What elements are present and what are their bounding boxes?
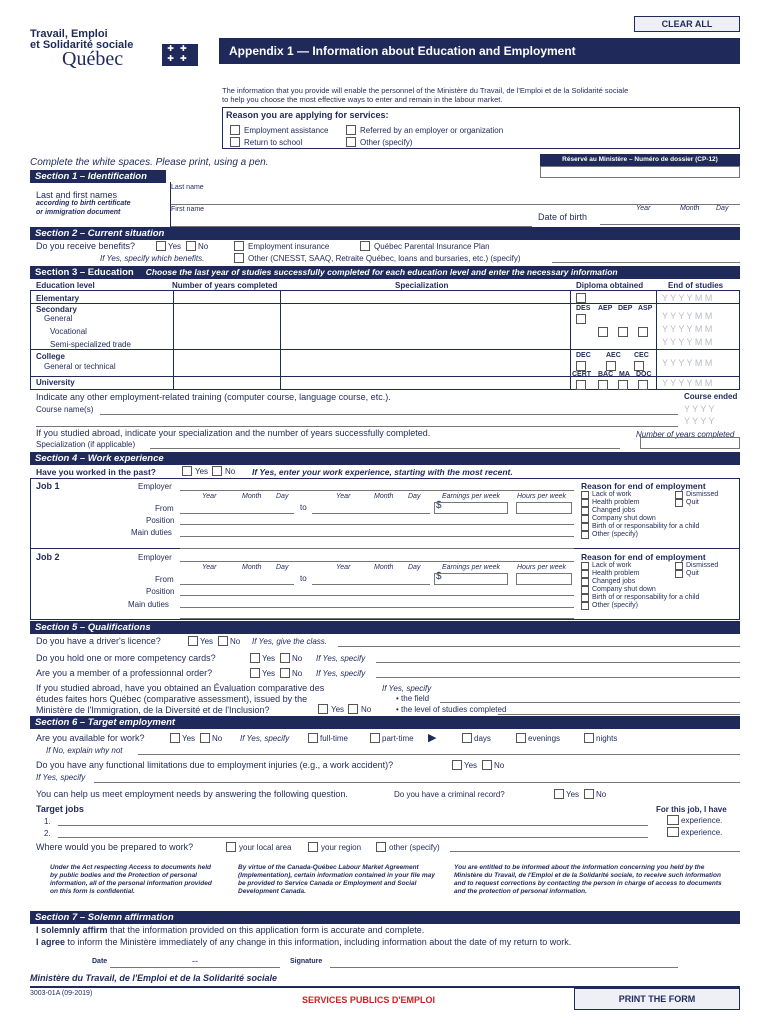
ei-label: Employment insurance [248,242,330,251]
according-label: according to birth certificate [36,200,131,207]
return-school-label: Return to school [244,138,303,147]
affirm-bold: I solemnly affirm [36,925,108,935]
job1-lack-label: Lack of work [592,491,632,498]
job1-health-label: Health problem [592,499,640,506]
legal-confidential: Under the Act respecting Access to documents held by public bodies and the Protection of personal information, all of the personal information provided on this form is confidential. [50,864,212,895]
other-reason-label: Other (specify) [360,138,413,147]
avail-why-field[interactable] [138,743,740,755]
days-label: days [474,734,491,743]
abroad-level-input[interactable] [498,703,740,715]
instructions: Complete the white spaces. Please print, using a pen. [30,157,269,168]
ma-label: MA [619,371,630,378]
job1-birth-checkbox[interactable] [581,523,589,531]
target-job-1-field[interactable] [58,814,648,826]
abroad-level-label: • the level of studies completed [396,705,507,714]
job2-quit-checkbox[interactable] [675,570,683,578]
order-no-checkbox[interactable] [280,668,290,678]
other-benefits-checkbox[interactable] [234,253,244,263]
intro-line2: to help you choose the most effective ways to enter and remain in the labour market. [222,95,503,104]
referred-checkbox[interactable] [346,125,356,135]
licence-class-field[interactable] [338,635,740,647]
legal-access: You are entitled to be informed about the information concerning you held by the Ministère du Travail, de l'Emploi et de la Solidarité sociale, to receive such information and to request corrections by contacting the person in charge of access to documents and the protection of personal information. [454,864,722,895]
job1-other-label: Other (specify) [592,531,638,538]
job1-from-label: From [155,504,174,513]
limit-spec-field[interactable] [94,771,740,783]
agree-rest: to inform the Ministère immediately of any change in this information, including information about the date of my return to work. [65,937,572,947]
job1-birth-label: Birth of or responsability for a child [592,523,700,530]
aep-checkbox[interactable] [598,327,608,337]
dob-field[interactable] [600,213,740,225]
job2-dismissed-label: Dismissed [686,562,719,569]
avail-if-no: If No, explain why not [46,746,123,755]
ei-checkbox[interactable] [234,241,244,251]
cec-label: CEC [634,352,649,359]
job2-reason-title: Reason for end of employment [581,552,706,562]
work-where-question: Where would you be prepared to work? [36,842,194,852]
job2-health-label: Health problem [592,570,640,577]
des-checkbox[interactable] [576,314,586,324]
job2-duties-label: Main duties [128,600,169,609]
evenings-label: evenings [528,734,561,743]
order-spec-field[interactable] [376,666,740,678]
last-name-caption: Last name [171,184,204,191]
job1-dismissed-label: Dismissed [686,491,719,498]
arrow-right-icon: ▶ [428,732,437,744]
job1-day-caption: Day [276,493,289,500]
asp-label: ASP [638,305,653,312]
order-yes-label: Yes [262,669,276,678]
benefits-no-checkbox[interactable] [186,241,196,251]
job2-from-label: From [155,575,174,584]
asp-checkbox[interactable] [638,327,648,337]
semi-label: Semi-specialized trade [50,340,131,349]
ma-checkbox[interactable] [618,380,628,390]
des-label: DES [576,305,591,312]
job2-month-caption: Month [242,564,262,571]
section-5-header: Section 5 – Qualifications [30,621,740,634]
reserve-label: Réservé au Ministère – Numéro de dossier (CP-12) [540,154,740,166]
job2-dollar: $ [436,571,442,582]
job2-day2-caption: Day [408,564,421,571]
file-number-field[interactable] [540,166,740,178]
limit-if-yes: If Yes, specify [36,773,86,782]
criminal-yes-label: Yes [566,790,580,799]
abroad-if-yes: If Yes, specify [382,684,432,693]
worked-no-checkbox[interactable] [212,466,222,476]
general-label: General [44,314,73,323]
agree-bold: I agree [36,937,66,947]
avail-yes-checkbox[interactable] [170,733,180,743]
job1-year2-caption: Year [336,493,351,500]
dep-label: DEP [618,305,633,312]
agree-text [36,937,571,947]
target-job-2-field[interactable] [58,826,648,838]
doc-label: DOC [636,371,652,378]
reason-title: Reason you are applying for services: [226,110,389,120]
course-names-label: Course name(s) [36,405,94,414]
cec-checkbox[interactable] [634,361,644,371]
nights-checkbox[interactable] [584,733,594,743]
course-names-field[interactable] [100,403,678,415]
limit-no-checkbox[interactable] [482,760,492,770]
spec-label: Specialization (if applicable) [36,440,136,449]
course-ended-field-2[interactable]: Y Y Y Y [684,416,715,426]
job2-dismissed-checkbox[interactable] [675,562,683,570]
end-general-field[interactable]: Y Y Y Y M M [662,311,713,321]
order-if-yes: If Yes, specify [316,669,366,678]
job1-dollar: $ [436,500,442,511]
col-diploma: Diploma obtained [576,281,644,290]
aep-label: AEP [598,305,613,312]
other-where-label: other (specify) [389,843,440,852]
end-college-field[interactable]: Y Y Y Y M M [662,358,713,368]
col-specialization: Specialization [395,281,449,290]
target-job-2-number: 2. [44,829,51,838]
job2-earnings-caption: Earnings per week [442,564,500,571]
end-vocational-field[interactable]: Y Y Y Y M M [662,324,713,334]
form-code: 3003-01A (09-2019) [30,990,93,997]
num-years-label: Number of years completed [636,430,735,439]
job2-label: Job 2 [36,552,60,562]
other-training-label: Indicate any other employment-related training (computer course, language course, etc.). [36,392,391,402]
affirm-rest: that the information provided on this application form is accurate and complete. [107,925,425,935]
abroad-q-line2: études faites hors Québec (comparative assessment), issued by the [36,694,308,704]
days-checkbox[interactable] [462,733,472,743]
worked-if-yes: If Yes, enter your work experience, starting with the most recent. [252,467,513,477]
job2-lack-label: Lack of work [592,562,632,569]
immig-label: or immigration document [36,209,121,216]
job2-lack-checkbox[interactable] [581,562,589,570]
job1-employer-field[interactable] [180,479,574,491]
qpip-label: Québec Parental Insurance Plan [374,242,490,251]
order-yes-checkbox[interactable] [250,668,260,678]
last-name-field[interactable] [170,193,740,205]
dob-label: Date of birth [538,212,588,222]
job2-experience-label: experience. [681,828,723,837]
cards-spec-field[interactable] [376,651,740,663]
job1-position-label: Position [146,516,175,525]
vocational-label: Vocational [50,327,87,336]
worked-no-label: No [225,467,236,476]
abroad-yes-checkbox[interactable] [318,704,328,714]
job1-month2-caption: Month [374,493,394,500]
job2-shut-label: Company shut down [592,586,656,593]
course-ended-label: Course ended [684,392,738,401]
cards-no-label: No [292,654,303,663]
parttime-checkbox[interactable] [370,733,380,743]
local-area-checkbox[interactable] [226,842,236,852]
spec-field[interactable] [150,437,620,449]
job1-quit-label: Quit [686,499,699,506]
affirm-text [36,925,424,935]
avail-no-label: No [212,734,223,743]
job1-dismissed-checkbox[interactable] [675,491,683,499]
avail-if-yes: If Yes, specify [240,734,290,743]
abroad-no-label: No [361,705,372,714]
logo-line2: et Solidarité sociale [30,39,134,51]
worked-yes-label: Yes [195,467,209,476]
abroad-no-checkbox[interactable] [348,704,358,714]
cards-no-checkbox[interactable] [280,653,290,663]
legal-agreement: By virtue of the Canada-Québec Labour Market Agreement (Implementation), certain information contained in your file may be provided to Service Canada or Employment and Social Development Canada. [238,864,435,895]
dec-checkbox[interactable] [576,361,586,371]
criminal-intro: You can help us meet employment needs by answering the following question. [36,789,348,799]
job2-changed-label: Changed jobs [592,578,636,585]
worked-yes-checkbox[interactable] [182,466,192,476]
job2-other-label: Other (specify) [592,602,638,609]
limit-yes-checkbox[interactable] [452,760,462,770]
job1-lack-checkbox[interactable] [581,491,589,499]
print-form-button[interactable]: PRINT THE FORM [574,988,740,1010]
abroad-q-line1: If you studied abroad, have you obtained an Évaluation comparative des [36,683,325,693]
benefits-yes-label: Yes [168,242,182,251]
abroad-yes-label: Yes [331,705,345,714]
end-university-field[interactable]: Y Y Y Y M M [662,378,713,388]
return-school-checkbox[interactable] [230,137,240,147]
employment-assistance-checkbox[interactable] [230,125,240,135]
job1-earnings-caption: Earnings per week [442,493,500,500]
benefits-yes-checkbox[interactable] [156,241,166,251]
job1-employer-label: Employer [138,482,172,491]
logo-quebec: Québec [62,48,124,70]
avail-question: Are you available for work? [36,733,145,743]
other-reason-checkbox[interactable] [346,137,356,147]
job2-birth-checkbox[interactable] [581,594,589,602]
section-7-header: Section 7 – Solemn affirmation [30,911,740,924]
job2-other-checkbox[interactable] [581,602,589,610]
fulltime-label: full-time [320,734,349,743]
date-field[interactable]: -- [110,956,280,968]
doc-checkbox[interactable] [638,380,648,390]
job2-experience-checkbox[interactable] [667,827,679,837]
day-caption: Day [716,205,729,212]
dep-checkbox[interactable] [618,327,628,337]
target-job-1-number: 1. [44,817,51,826]
col-education-level: Education level [36,281,95,290]
licence-yes-label: Yes [200,637,214,646]
abroad-q-line3: Ministère de l'Immigration, de la Diversité et de l'Inclusion? [36,705,270,715]
college-label: College [36,352,65,361]
target-jobs-label: Target jobs [36,804,84,814]
signature-label: Signature [290,958,323,965]
abroad-field-input[interactable] [440,691,740,703]
cards-if-yes: If Yes, specify [316,654,366,663]
bac-checkbox[interactable] [598,380,608,390]
col-end-studies: End of studies [668,281,724,290]
elementary-label: Elementary [36,294,80,303]
avail-no-checkbox[interactable] [200,733,210,743]
worked-question: Have you worked in the past? [36,467,156,477]
job1-duties-field-2[interactable] [180,537,574,549]
end-elementary-field[interactable]: Y Y Y Y M M [662,293,713,303]
job2-quit-label: Quit [686,570,699,577]
region-checkbox[interactable] [308,842,318,852]
limit-no-label: No [494,761,505,770]
job1-year-caption: Year [202,493,217,500]
dec-label: DEC [576,352,591,359]
licence-no-label: No [230,637,241,646]
section-1-header: Section 1 – Identification [30,170,166,183]
job1-experience-label: experience. [681,816,723,825]
qpip-checkbox[interactable] [360,241,370,251]
job1-position-field[interactable] [180,513,574,525]
elementary-diploma-checkbox[interactable] [576,293,586,303]
job2-year-caption: Year [202,564,217,571]
job1-reason-title: Reason for end of employment [581,481,706,491]
job2-day-caption: Day [276,564,289,571]
course-names-field-2[interactable] [36,415,678,427]
job1-changed-checkbox[interactable] [581,507,589,515]
order-no-label: No [292,669,303,678]
clear-all-button[interactable]: CLEAR ALL [634,16,740,32]
abroad-label: If you studied abroad, indicate your specialization and the number of years successfully completed. [36,428,431,438]
criminal-yes-checkbox[interactable] [554,789,564,799]
year-caption: Year [636,205,651,212]
job2-employer-label: Employer [138,553,172,562]
first-name-caption: First name [171,206,205,213]
services-publics: SERVICES PUBLICS D'EMPLOI [302,995,435,1005]
other-benefits-field[interactable] [552,251,740,263]
other-where-checkbox[interactable] [376,842,386,852]
job1-label: Job 1 [36,481,60,491]
nights-label: nights [596,734,618,743]
evenings-checkbox[interactable] [516,733,526,743]
cert-label: CERT [572,371,592,378]
job1-health-checkbox[interactable] [581,499,589,507]
abroad-field-label: • the field [396,694,430,703]
for-this-job-label: For this job, I have [656,805,727,814]
section-4-header: Section 4 – Work experience [30,452,740,465]
course-ended-field[interactable]: Y Y Y Y [684,404,715,414]
employment-assistance-label: Employment assistance [244,126,329,135]
job2-birth-label: Birth of or responsability for a child [592,594,700,601]
job2-position-field[interactable] [180,584,574,596]
signature-field[interactable] [330,956,678,968]
avail-yes-label: Yes [182,734,196,743]
section-6-header: Section 6 – Target employment [30,716,740,729]
job1-quit-checkbox[interactable] [675,499,683,507]
job1-to-label: to [300,503,307,512]
aec-checkbox[interactable] [606,361,616,371]
cards-yes-label: Yes [262,654,276,663]
local-area-label: your local area [239,843,292,852]
num-years-field[interactable] [640,437,740,449]
job1-day2-caption: Day [408,493,421,500]
referred-label: Referred by an employer or organization [360,126,504,135]
job2-changed-checkbox[interactable] [581,578,589,586]
first-name-field[interactable] [170,215,532,227]
parttime-label: part-time [382,734,414,743]
job1-duties-field[interactable] [180,525,574,537]
job2-employer-field[interactable] [180,550,574,562]
criminal-no-label: No [596,790,607,799]
gen-tech-label: General or technical [44,362,116,371]
job1-shut-checkbox[interactable] [581,515,589,523]
job1-month-caption: Month [242,493,262,500]
job1-duties-label: Main duties [131,528,172,537]
job1-changed-label: Changed jobs [592,507,636,514]
region-label: your region [321,843,362,852]
end-semi-field[interactable]: Y Y Y Y M M [662,337,713,347]
bac-label: BAC [598,371,614,378]
month-caption: Month [680,205,700,212]
criminal-no-checkbox[interactable] [584,789,594,799]
licence-no-checkbox[interactable] [218,636,228,646]
job2-month2-caption: Month [374,564,394,571]
job1-hours-caption: Hours per week [517,493,567,500]
licence-question: Do you have a driver's licence? [36,636,161,646]
date-label: Date [92,958,108,965]
other-benefits-label: Other (CNESST, SAAQ, Retraite Québec, loans and bursaries, etc.) (specify) [248,254,521,263]
job2-shut-checkbox[interactable] [581,586,589,594]
logo-line1: Travail, Emploi [30,28,108,40]
order-question: Are you a member of a professionnal order? [36,668,213,678]
criminal-question: Do you have a criminal record? [394,790,505,799]
intro-line1: The information that you provide will enable the personnel of the Ministère du Travail, de l'Emploi et de la Solidarité sociale [222,86,629,95]
section-3-header: Section 3 – Education Choose the last year of studies successfully completed for each education level and enter the necessary information [30,266,740,279]
footer-ministry: Ministère du Travail, de l'Emploi et de la Solidarité sociale [30,973,278,983]
benefits-question: Do you receive benefits? [36,241,136,251]
cert-checkbox[interactable] [576,380,586,390]
benefits-no-label: No [198,242,209,251]
licence-yes-checkbox[interactable] [188,636,198,646]
fulltime-checkbox[interactable] [308,733,318,743]
job2-to-label: to [300,574,307,583]
job2-health-checkbox[interactable] [581,570,589,578]
limit-question: Do you have any functional limitations due to employment injuries (e.g., a work accident)? [36,760,394,770]
secondary-label: Secondary [36,305,77,314]
aec-label: AEC [606,352,621,359]
other-where-field[interactable] [450,840,740,852]
job2-hours-caption: Hours per week [517,564,567,571]
job1-experience-checkbox[interactable] [667,815,679,825]
fleur-de-lis-icon: ✚✚ ✚✚ [162,44,198,66]
cards-question: Do you hold one or more competency cards? [36,653,216,663]
job1-other-checkbox[interactable] [581,531,589,539]
job2-position-label: Position [146,587,175,596]
limit-yes-label: Yes [464,761,478,770]
job2-duties-field-2[interactable] [180,607,574,619]
names-label: Last and first names [36,190,118,200]
col-years: Number of years completed [172,281,278,290]
job1-shut-label: Company shut down [592,515,656,522]
title-bar: Appendix 1 — Information about Education and Employment [219,38,740,64]
job2-year2-caption: Year [336,564,351,571]
university-label: University [36,378,75,387]
cards-yes-checkbox[interactable] [250,653,260,663]
licence-if-yes: If Yes, give the class. [252,637,328,646]
benefits-if-yes: If Yes, specify which benefits. [100,254,205,263]
section-2-header: Section 2 – Current situation [30,227,740,240]
